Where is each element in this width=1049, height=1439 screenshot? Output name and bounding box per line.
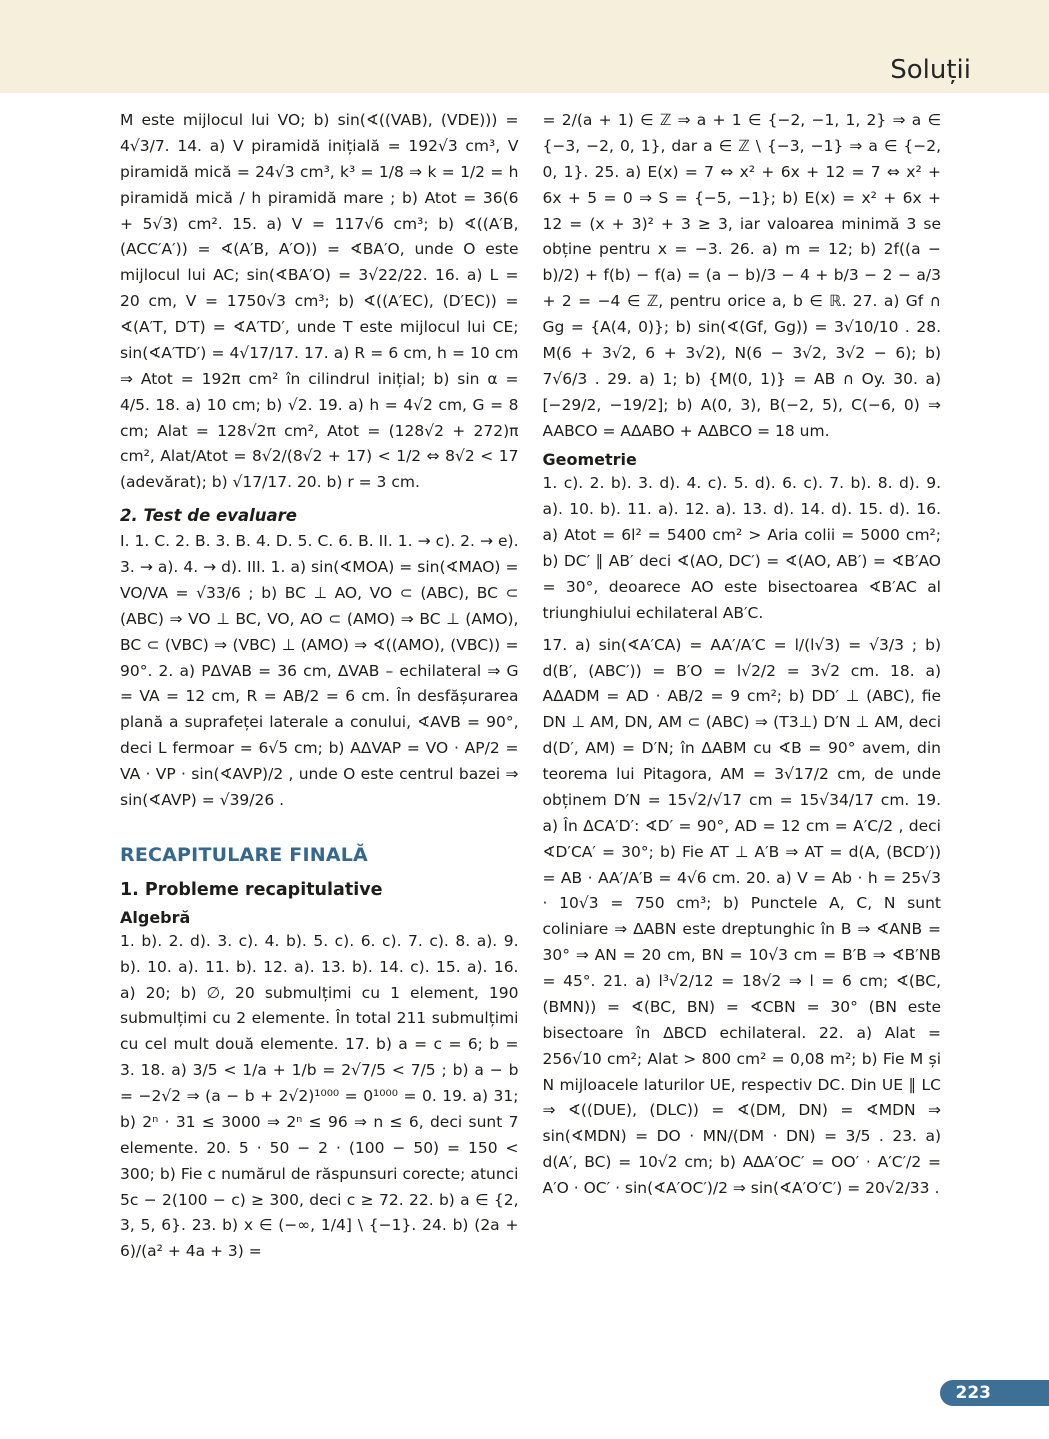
heading-test-de-evaluare: 2. Test de evaluare — [120, 506, 297, 526]
heading-probleme-recapitulative: 1. Probleme recapitulative — [120, 879, 383, 900]
solution-paragraph-algebra-continued: = 2/(a + 1) ∈ ℤ ⇒ a + 1 ∈ {−2, −1, 1, 2} ⇒ a ∈ {−3, −2, 0, 1}, dar a ∈ ℤ \ {−3, −1} ⇒ a ∈ {−2, 0, 1}. 25. a) E(x) = 7 ⇔ x² + 6x + 12 = 7 ⇔ x² + 6x + 5 = 0 ⇒ S = {−5, −1}; b) E(x) = x² + 6x + 12 = (x + 3)² + 3 ≥ 3, iar valoarea minimă 3 se obține pentru x = −3. 26. a) m = 12; b) 2f((a − b)/2) + f(b) − f(a) = (a − b)/3 − 4 + b/3 − 2 − a/3 + 2 = −4 ∈ ℤ, pentru orice a, b ∈ ℝ. 27. a) Gf ∩ Gg = {A(4, 0)}; b) sin(∢(Gf, Gg)) = 3√10/10 . 28. M(6 + 3√2, 6 + 3√2), N(6 − 3√2, 3√2 − 6); b) 7√6/3 . 29. a) 1; b) {M(0, 1)} = AB ∩ Oy. 30. a) [−29/2, −19/2]; b) A(0, 3), B(−2, 5), C(−6, 0) ⇒ AABCO = AΔABO + AΔBCO = 18 um. — [542, 111, 941, 440]
heading-recapitulare-finala: RECAPITULARE FINALĂ — [120, 843, 368, 866]
two-column-layout — [120, 108, 941, 1271]
page-top-band — [0, 0, 1049, 93]
heading-algebra: Algebră — [120, 907, 191, 927]
left-column — [120, 108, 519, 1271]
solution-paragraph-problems-14-20: M este mijlocul lui VO; b) sin(∢((VAB), (VDE))) = 4√3/7. 14. a) V piramidă inițială = 192√3 cm³, V piramidă mică = 24√3 cm³, k³ = 1/8 ⇒ k = 1/2 = h piramidă mică / h piramidă mare ; b) Atot = 36(6 + 5√3) cm². 15. a) V = 117√6 cm³; b) ∢((A′B, (ACC′A′)) = ∢(A′B, A′O)) = ∢BA′O, unde O este mijlocul lui AC; sin(∢BA′O) = 3√22/22. 16. a) L = 20 cm, V = 1750√3 cm³; b) ∢((A′EC), (D′EC)) = ∢(A′T, D′T) = ∢A′TD′, unde T este mijlocul lui CE; sin(∢A′TD′) = 4√17/17. 17. a) R = 6 cm, h = 10 cm ⇒ Atot = 192π cm² în cilindrul inițial; b) sin α = 4/5. 18. a) 10 cm; b) √2. 19. a) h = 4√2 cm, G = 8 cm; Alat = 128√2π cm², Atot = (128√2 + 272)π cm², Alat/Atot = 8√2/(8√2 + 17) < 1/2 ⇔ 8√2 < 17 (adevărat); b) √17/17. 20. b) r = 3 cm. — [120, 111, 519, 492]
solution-paragraph-geometrie-1: 1. c). 2. b). 3. d). 4. c). 5. d). 6. c). 7. b). 8. d). 9. a). 10. b). 11. a). 12. a). 13. d). 14. d). 15. d). 16. a) Atot = 6l² = 5400 cm² > Aria colii = 5000 cm²; b) DC′ ∥ AB′ deci ∢(AO, DC′) = ∢(AO, AB′) = ∢B′AO = 30°, deoarece AO este bisectoarea ∢B′AC al triunghiului echilateral AB′C. — [542, 474, 941, 622]
solution-paragraph-geometrie-2: 17. a) sin(∢A′CA) = AA′/A′C = l/(l√3) = √3/3 ; b) d(B′, (ABC′)) = B′O = l√2/2 = 3√2 cm. 18. a) AΔADM = AD · AB/2 = 9 cm²; b) DD′ ⊥ (ABC), fie DN ⊥ AM, DN, AM ⊂ (ABC) ⇒ (T3⊥) D′N ⊥ AM, deci d(D′, AM) = D′N; în ΔABM cu ∢B = 90° avem, din teorema lui Pitagora, AM = 3√17/2 cm, de unde obținem D′N = 15√2/√17 cm = 15√34/17 cm. 19. a) În ΔCA′D′: ∢D′ = 90°, AD = 12 cm = A′C/2 , deci ∢D′CA′ = 30°; b) Fie AT ⊥ A′B ⇒ AT = d(A, (BCD′)) = AB · AA′/A′B = 4√6 cm. 20. a) V = Ab · h = 25√3 · 10√3 = 750 cm³; b) Punctele A, C, N sunt coliniare ⇒ ΔABN este dreptunghic în B ⇒ ∢ANB = 30° ⇒ AN = 20 cm, BN = 10√3 cm = B′B ⇒ ∢B′NB = 45°. 21. a) l³√2/12 = 18√2 ⇒ l = 6 cm; ∢(BC, (BMN)) = ∢(BC, BN) = ∢CBN = 30° (BN este bisectoare în ΔBCD echilateral. 22. a) Alat = 256√10 cm²; Alat > 800 cm² = 0,08 m²; b) Fie M și N mijloacele laturilor UE, respectiv DC. Din UE ∥ LC ⇒ ∢((DUE), (DLC)) = ∢(DM, DN) = ∢MDN ⇒ sin(∢MDN) = DO · MN/(DM · DN) = 3/5 . 23. a) d(A′, BC) = 10√2 cm; b) AΔA′OC′ = OO′ · A′C′/2 = A′O · OC′ · sin(∢A′OC′)/2 ⇒ sin(∢A′O′C′) = 20√2/33 . — [542, 635, 941, 1197]
solution-paragraph-algebra: 1. b). 2. d). 3. c). 4. b). 5. c). 6. c). 7. c). 8. a). 9. b). 10. a). 11. b). 12. a). 13. b). 14. c). 15. a). 16. a) 20; b) ∅, 20 submulțimi cu 1 element, 190 submulțimi cu 2 elemente. În total 211 submulțimi cu cel mult două elemente. 17. b) a = c = 6; b = 3. 18. a) 3/5 < 1/a + 1/b = 2√7/5 < 7/5 ; b) a − b = −2√2 ⇒ (a − b + 2√2)¹⁰⁰⁰ = 0¹⁰⁰⁰ = 0. 19. a) 31; b) 2ⁿ · 31 ≤ 3000 ⇒ 2ⁿ ≤ 96 ⇒ n ≤ 6, deci sunt 7 elemente. 20. 5 · 50 − 2 · (100 − 50) = 150 < 300; b) Fie c numărul de răspunsuri corecte; atunci 5c − 2(100 − c) ≥ 300, deci c ≥ 72. 22. b) a ∈ {2, 3, 5, 6}. 23. b) x ∈ (−∞, 1/4] \ {−1}. 24. b) (2a + 6)/(a² + 4a + 3) = — [120, 931, 519, 1261]
solution-paragraph-test-evaluare: I. 1. C. 2. B. 3. B. 4. D. 5. C. 6. B. II. 1. → c). 2. → e). 3. → a). 4. → d). III. 1. a) sin(∢MOA) = sin(∢MAO) = VO/VA = √33/6 ; b) BC ⊥ AO, VO ⊂ (ABC), BC ⊂ (ABC) ⇒ VO ⊥ BC, VO, AO ⊂ (AMO) ⇒ BC ⊥ (AMO), BC ⊂ (VBC) ⇒ (VBC) ⊥ (AMO) ⇒ ∢((AMO), (VBC)) = 90°. 2. a) PΔVAB = 36 cm, ΔVAB – echilateral ⇒ G = VA = 12 cm, R = AB/2 = 6 cm. În desfășurarea plană a suprafeței laterale a conului, ∢AVB = 90°, deci L fermoar = 6√5 cm; b) AΔVAP = VO · AP/2 = VA · VP · sin(∢AVP)/2 , unde O este centrul bazei ⇒ sin(∢AVP) = √39/26 . — [120, 532, 519, 809]
page-number-badge: 223 — [940, 1380, 1049, 1406]
running-header-title: Soluții — [890, 55, 971, 85]
heading-geometrie: Geometrie — [542, 450, 637, 470]
right-column — [543, 108, 942, 1271]
